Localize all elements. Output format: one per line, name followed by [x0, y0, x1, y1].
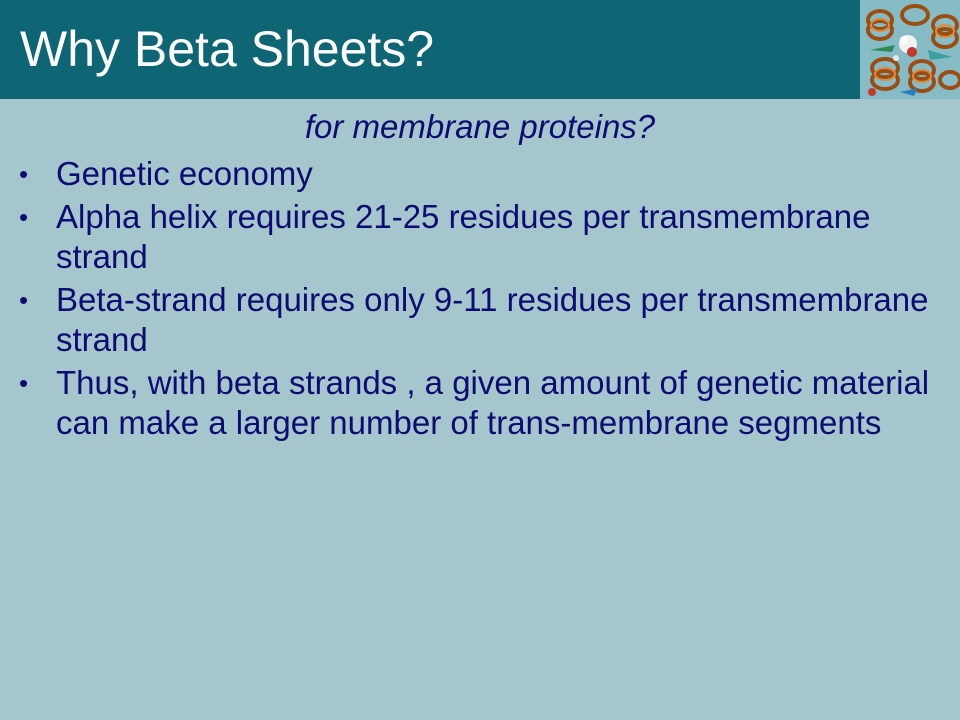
bullet-text: Alpha helix requires 21-25 residues per transmembrane strand: [56, 198, 871, 275]
bullet-icon: •: [19, 159, 29, 189]
bullet-list: [0, 154, 960, 446]
bullet-icon: •: [19, 368, 29, 398]
bullet-text: Genetic economy: [56, 155, 313, 192]
slide-subtitle: for membrane proteins?: [304, 108, 656, 145]
bullet-item: [0, 280, 960, 360]
bullet-text: Thus, with beta strands , a given amount of genetic material can make a larger number of trans-membrane segments: [56, 364, 930, 441]
bullet-item: [0, 363, 960, 443]
bullet-text: Beta-strand requires only 9-11 residues per transmembrane strand: [56, 281, 929, 358]
bullet-item: [0, 154, 960, 194]
title-bar: [0, 0, 860, 99]
bullet-icon: •: [19, 285, 29, 315]
bullet-item: [0, 197, 960, 277]
bullet-icon: •: [19, 202, 29, 232]
protein-structure-icon: [860, 0, 960, 99]
slide-title: Why Beta Sheets?: [20, 21, 435, 77]
